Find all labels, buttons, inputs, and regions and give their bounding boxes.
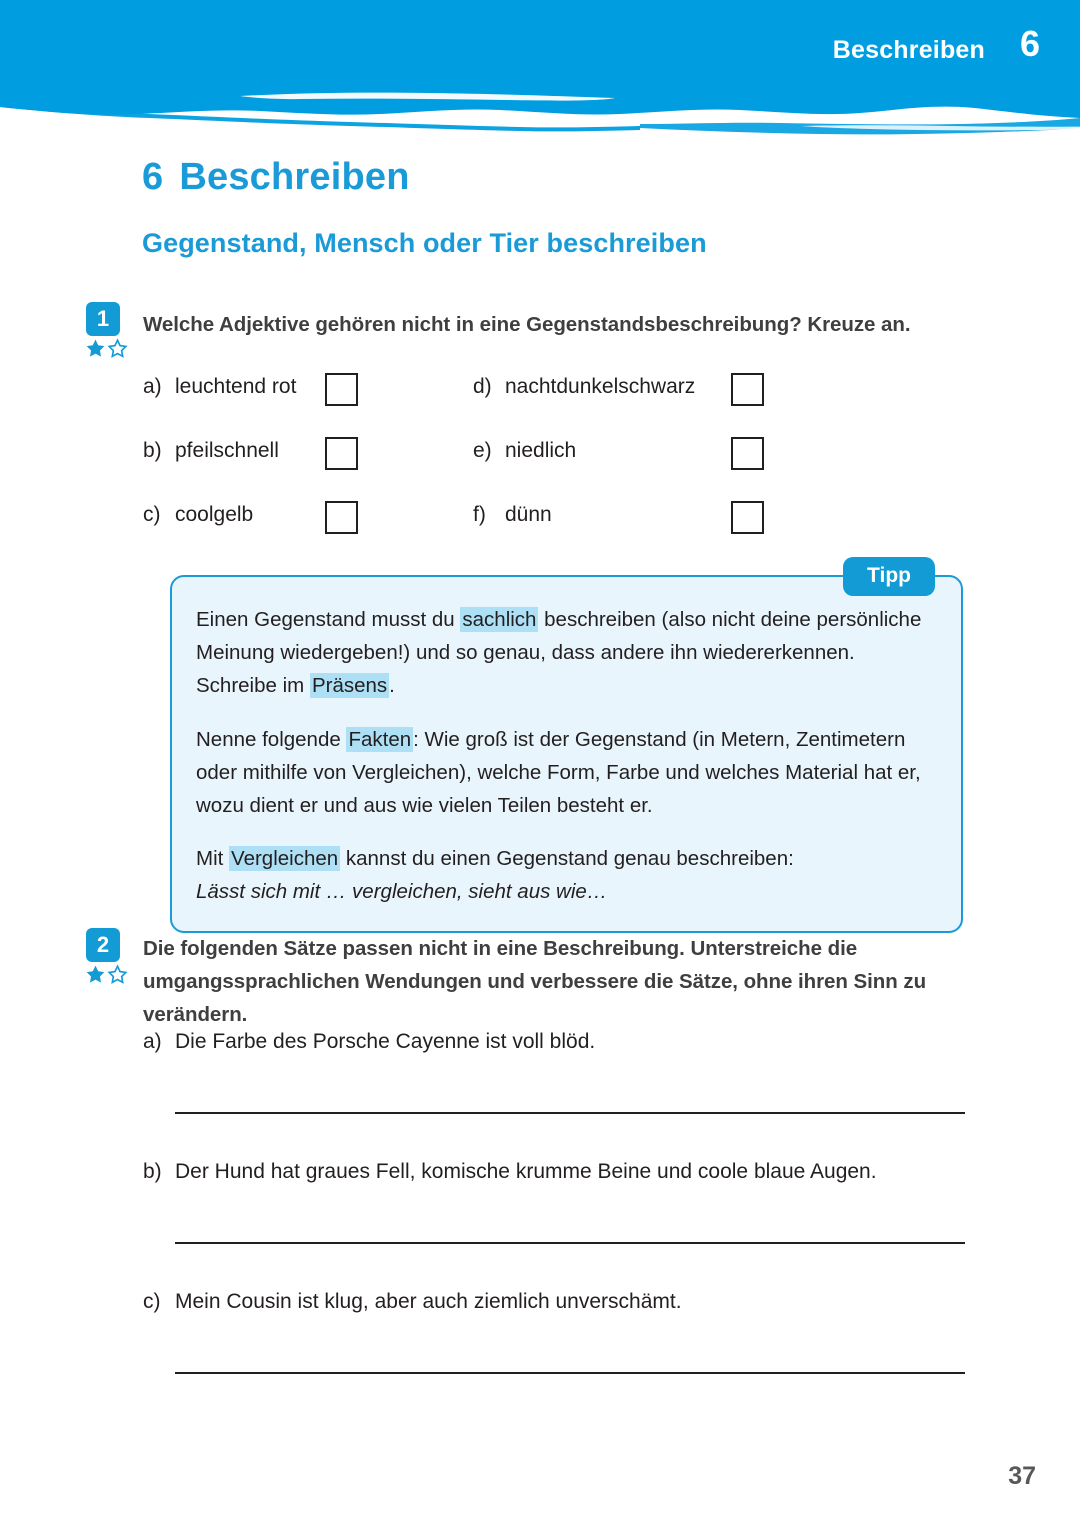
option-a-checkbox[interactable] <box>325 373 358 406</box>
option-text: dünn <box>505 503 552 526</box>
page-title <box>142 156 410 199</box>
exercise-1-options <box>143 375 973 567</box>
option-letter: d) <box>473 375 492 398</box>
star-filled-icon <box>85 338 106 359</box>
tipp-tab-label: Tipp <box>843 557 935 596</box>
item-letter: a) <box>143 1030 162 1053</box>
answer-line-b[interactable] <box>175 1242 965 1244</box>
option-letter: e) <box>473 439 492 462</box>
tipp-highlight-praesens: Präsens <box>311 674 388 698</box>
option-letter: c) <box>143 503 161 526</box>
exercise-2-difficulty-stars <box>85 964 132 985</box>
item-b-text-row <box>143 1158 973 1185</box>
tipp-p2-part1: Nenne folgende <box>196 727 347 751</box>
option-c-checkbox[interactable] <box>325 501 358 534</box>
option-b <box>143 439 473 463</box>
exercise-1-difficulty-stars <box>85 338 132 359</box>
item-sentence: Der Hund hat graues Fell, komische krumme Beine und coole blaue Augen. <box>175 1160 877 1183</box>
item-sentence: Die Farbe des Porsche Cayenne ist voll blöd. <box>175 1030 596 1053</box>
option-text: coolgelb <box>175 503 254 526</box>
option-f-checkbox[interactable] <box>731 501 764 534</box>
chapter-title-text: Beschreiben <box>179 156 410 198</box>
option-letter: b) <box>143 439 162 462</box>
tipp-example-sentence: Lässt sich mit … vergleichen, sieht aus wie… <box>196 880 608 904</box>
option-c <box>143 503 473 527</box>
tipp-highlight-sachlich: sachlich <box>462 608 537 631</box>
tipp-highlight-fakten: Fakten <box>348 727 412 751</box>
option-row <box>143 375 973 439</box>
tipp-p2-part2: : Wie groß ist der Gegenstand (in Metern, Zentimetern oder mithilfe von Vergleichen), welche Form, Farbe und welches Material hat er, wozu dient er und aus wie vielen Teilen besteht er. <box>196 727 921 818</box>
option-d <box>473 375 873 399</box>
section-title: Gegenstand, Mensch oder Tier beschreiben <box>142 228 707 258</box>
option-d-checkbox[interactable] <box>731 373 764 406</box>
tipp-p1-part1: Einen Gegenstand musst du <box>196 608 461 631</box>
item-letter: c) <box>143 1290 161 1313</box>
option-text: pfeilschnell <box>175 439 279 462</box>
option-e-checkbox[interactable] <box>731 437 764 470</box>
header-chapter-label: Beschreiben <box>832 36 985 64</box>
item-c <box>143 1288 973 1418</box>
tipp-paragraph-3 <box>196 842 937 908</box>
item-a-text-row <box>143 1028 973 1055</box>
tipp-paragraph-1 <box>196 603 937 703</box>
tipp-paragraph-2 <box>196 723 937 823</box>
exercise-2-number-badge: 2 <box>86 928 120 962</box>
option-text: nachtdunkelschwarz <box>505 375 696 398</box>
page-number: 37 <box>1008 1462 1036 1490</box>
star-outline-icon <box>107 964 128 985</box>
tipp-p1-part2: beschreiben (also nicht deine persönliche Meinung wiedergeben!) und so genau, dass andere ihn wiedererkennen. Schreibe im <box>196 608 922 698</box>
item-letter: b) <box>143 1160 162 1183</box>
header-banner <box>0 0 1080 145</box>
option-e <box>473 439 873 463</box>
option-row <box>143 439 973 503</box>
tipp-p1-part3: . <box>389 674 395 698</box>
option-letter: a) <box>143 375 162 398</box>
star-filled-icon <box>85 964 106 985</box>
exercise-1-number-badge: 1 <box>86 302 120 336</box>
answer-line-c[interactable] <box>175 1372 965 1374</box>
item-c-text-row <box>143 1288 973 1315</box>
exercise-2-items <box>143 1028 973 1418</box>
tipp-box-wrapper <box>170 564 963 933</box>
item-sentence: Mein Cousin ist klug, aber auch ziemlich unverschämt. <box>175 1290 682 1313</box>
item-b <box>143 1158 973 1288</box>
star-outline-icon <box>107 338 128 359</box>
exercise-2-marker <box>86 928 132 985</box>
answer-line-a[interactable] <box>175 1112 965 1114</box>
exercise-1-marker <box>86 302 132 359</box>
item-a <box>143 1028 973 1158</box>
exercise-1-instruction: Welche Adjektive gehören nicht in eine Gegenstandsbeschreibung? Kreuze an. <box>143 313 911 336</box>
option-text: niedlich <box>505 439 577 462</box>
tipp-p3-part2: kannst du einen Gegenstand genau beschreiben: <box>340 847 794 871</box>
option-b-checkbox[interactable] <box>325 437 358 470</box>
header-chapter-number: 6 <box>1019 23 1040 64</box>
tipp-box <box>170 575 963 933</box>
option-letter: f) <box>473 503 486 526</box>
option-f <box>473 503 873 527</box>
tipp-p3-part1: Mit <box>196 847 230 871</box>
option-text: leuchtend rot <box>175 375 297 398</box>
chapter-number: 6 <box>142 156 164 198</box>
exercise-2-instruction: Die folgenden Sätze passen nicht in eine Beschreibung. Unterstreiche die umgangssprachlichen Wendungen und verbessere die Sätze, ohne ihren Sinn zu verändern. <box>143 937 927 1027</box>
option-a <box>143 375 473 399</box>
tipp-highlight-vergleichen: Vergleichen <box>231 847 339 871</box>
